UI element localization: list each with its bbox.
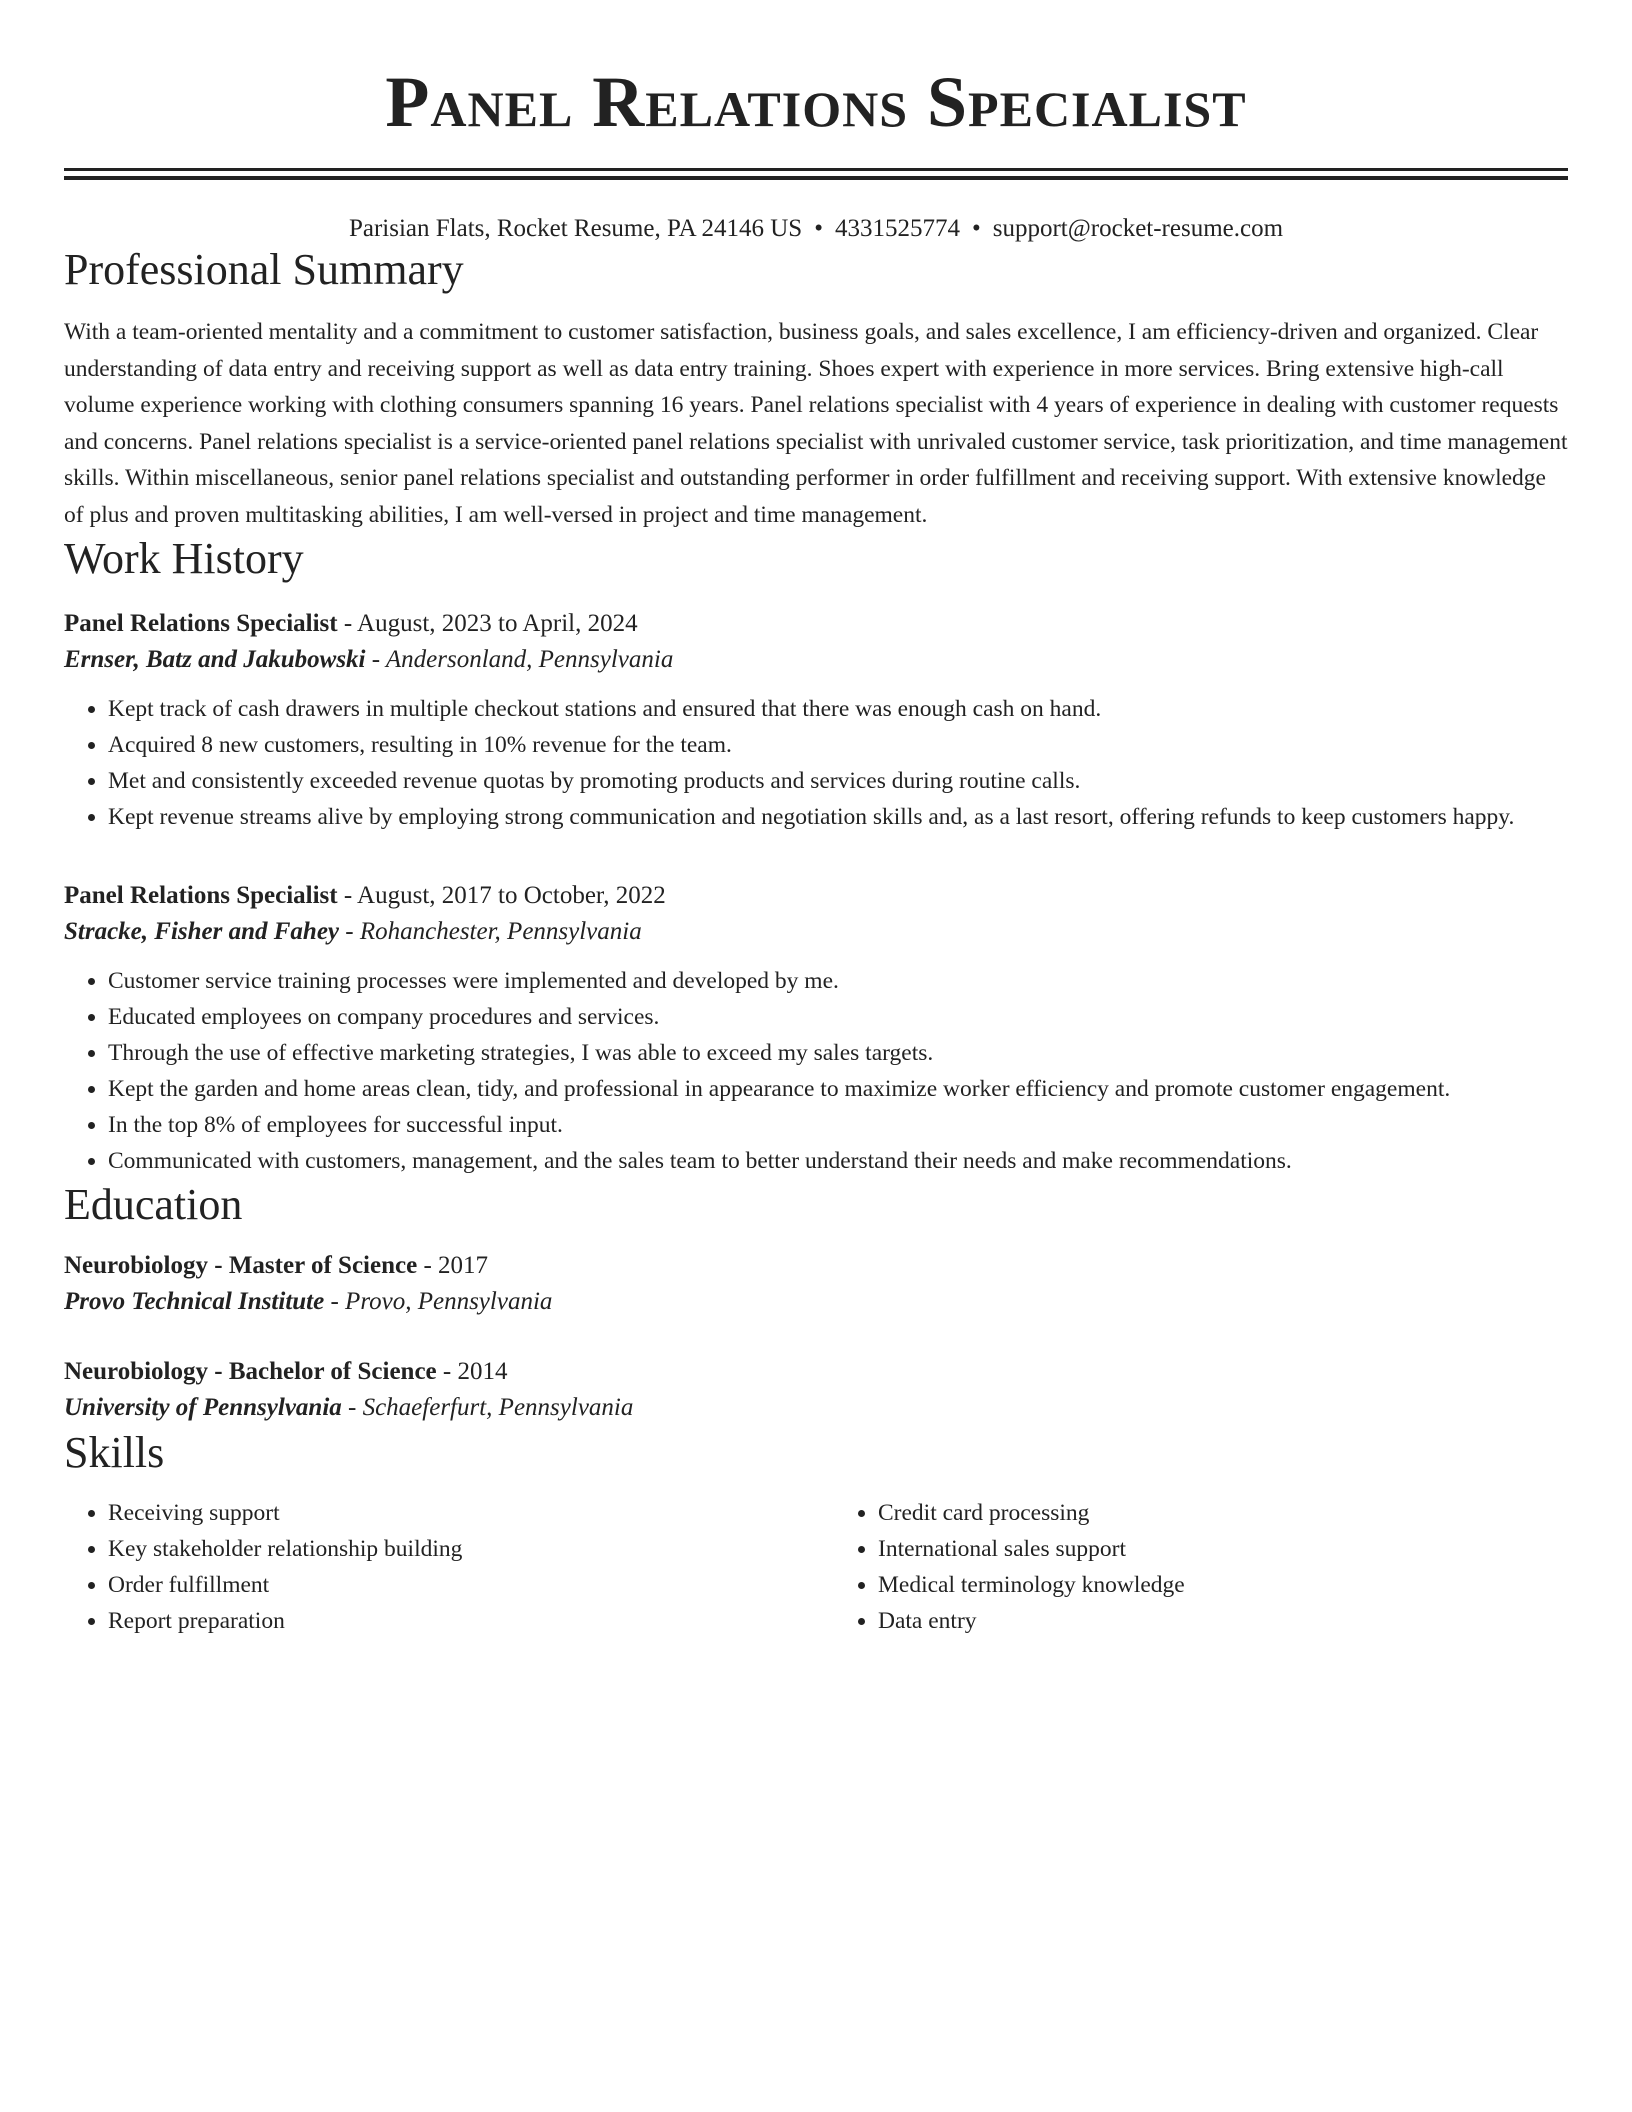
job-company-line — [64, 913, 1568, 951]
skill-item: • International sales support — [878, 1531, 1568, 1567]
job-company: Ernser, Batz and Jakubowski — [64, 646, 366, 673]
skills-heading: Skills — [64, 1428, 165, 1477]
job-dates: - August, 2017 to October, 2022 — [337, 882, 666, 909]
degree-name: Neurobiology - Master of Science — [64, 1252, 418, 1279]
job-bullet: • Kept revenue streams alive by employing strong communication and negotiation skills and, as a last resort, offering refunds to keep customers happy. — [108, 799, 1568, 835]
school-name: University of Pennsylvania — [64, 1394, 342, 1421]
skill-item: • Medical terminology knowledge — [878, 1567, 1568, 1603]
job-company: Stracke, Fisher and Fahey — [64, 918, 340, 945]
education-heading: Education — [64, 1180, 243, 1229]
header-divider-top — [64, 168, 1568, 171]
skills-list-left — [64, 1495, 798, 1639]
job-bullet: • In the top 8% of employees for successful input. — [108, 1107, 1568, 1143]
job-entry — [64, 607, 1568, 835]
header-divider-bottom — [64, 176, 1568, 180]
degree-year: - 2017 — [417, 1252, 489, 1279]
job-bullet: • Met and consistently exceeded revenue quotas by promoting products and services during routine calls. — [108, 763, 1568, 799]
job-location: - Rohanchester, Pennsylvania — [339, 918, 642, 945]
skill-item: • Report preparation — [108, 1603, 798, 1639]
contact-separator: • — [814, 215, 823, 242]
school-location: - Provo, Pennsylvania — [324, 1288, 553, 1315]
skills-list-right — [798, 1495, 1568, 1639]
skill-item: • Key stakeholder relationship building — [108, 1531, 798, 1567]
job-bullet: • Educated employees on company procedures and services. — [108, 999, 1568, 1035]
contact-separator: • — [971, 215, 981, 242]
summary-text: With a team-oriented mentality and a commitment to customer satisfaction, business goals, and sales excellence, I am efficiency-driven and organized. Clear understanding of data entry and receiving support as well as data entry training. Shoes expert with experience in more services. Bring extensive high-call volume experience working with clothing consumers spanning 16 years. Panel relations specialist with 4 years of experience in dealing with customer requests and concerns. Panel relations specialist is a service-oriented panel relations specialist with unrivaled customer service, task prioritization, and time management skills. Within miscellaneous, senior panel relations specialist and outstanding performer in order fulfillment and receiving support. With extensive knowledge of plus and proven multitasking abilities, I am well-versed in project and time management. — [64, 319, 1568, 528]
job-title-line — [64, 879, 1568, 913]
school-name: Provo Technical Institute — [64, 1288, 325, 1315]
job-bullet: • Acquired 8 new customers, resulting in 10% revenue for the team. — [108, 727, 1568, 763]
job-bullets — [64, 963, 1568, 1179]
job-bullet: • Kept the garden and home areas clean, tidy, and professional in appearance to maximize worker efficiency and promote customer engagement. — [108, 1071, 1568, 1107]
degree-name: Neurobiology - Bachelor of Science — [64, 1358, 437, 1385]
skill-item: • Credit card processing — [878, 1495, 1568, 1531]
skill-item: • Receiving support — [108, 1495, 798, 1531]
school-location: - Schaeferfurt, Pennsylvania — [341, 1394, 634, 1421]
degree-year: - 2014 — [436, 1358, 508, 1385]
work-history-heading: Work History — [64, 534, 304, 583]
job-bullet: • Through the use of effective marketing strategies, I was able to exceed my sales targets. — [108, 1035, 1568, 1071]
job-entry — [64, 879, 1568, 1179]
job-bullet: • Kept track of cash drawers in multiple checkout stations and ensured that there was enough cash on hand. — [108, 691, 1568, 727]
job-role: Panel Relations Specialist — [64, 610, 338, 637]
job-bullets — [64, 691, 1568, 835]
degree-line — [64, 1355, 1568, 1389]
resume-name: Panel Relations Specialist — [385, 62, 1247, 142]
contact-phone: 4331525774 — [834, 215, 960, 242]
job-bullet: • Customer service training processes were implemented and developed by me. — [108, 963, 1568, 999]
skill-item: • Data entry — [878, 1603, 1568, 1639]
job-dates: - August, 2023 to April, 2024 — [337, 610, 638, 637]
school-line — [64, 1283, 1568, 1321]
job-bullet: • Communicated with customers, management, and the sales team to better understand their needs and make recommendations. — [108, 1143, 1568, 1179]
contact-line — [64, 214, 1568, 244]
degree-line — [64, 1249, 1568, 1283]
job-role: Panel Relations Specialist — [64, 882, 338, 909]
job-location: - Andersonland, Pennsylvania — [365, 646, 674, 673]
school-line — [64, 1389, 1568, 1427]
contact-address: Parisian Flats, Rocket Resume, PA 24146 US — [348, 215, 803, 242]
summary-heading: Professional Summary — [64, 245, 464, 294]
skill-item: • Order fulfillment — [108, 1567, 798, 1603]
job-company-line — [64, 641, 1568, 679]
education-entry — [64, 1249, 1568, 1321]
contact-email: support@rocket-resume.com — [992, 215, 1284, 242]
job-title-line — [64, 607, 1568, 641]
education-entry — [64, 1355, 1568, 1427]
skills-columns — [64, 1495, 1568, 1639]
